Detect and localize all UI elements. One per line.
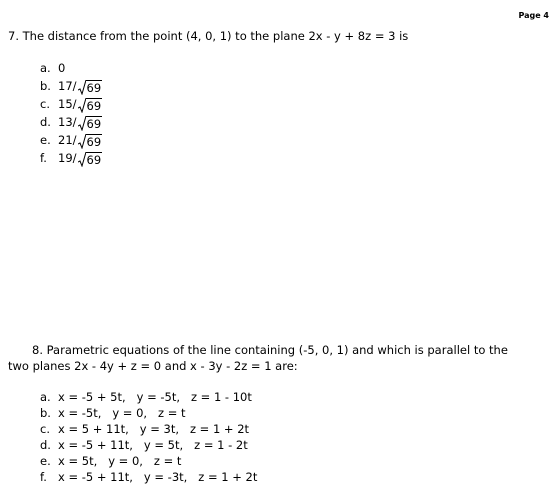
choice-8b[interactable] xyxy=(40,405,257,421)
choice-letter: d. xyxy=(40,115,51,129)
choice-letter: f. xyxy=(40,151,47,165)
radical-sign-icon xyxy=(78,80,86,95)
choice-numerator: 13/ xyxy=(58,115,77,129)
choice-7a[interactable] xyxy=(40,59,102,77)
choice-letter: d. xyxy=(40,438,51,452)
choice-8d[interactable] xyxy=(40,437,257,453)
choice-text: x = -5 + 11t, y = -3t, z = 1 + 2t xyxy=(58,470,258,484)
choice-numerator: 21/ xyxy=(58,133,77,147)
choice-8a[interactable] xyxy=(40,389,257,405)
choice-letter: a. xyxy=(40,61,51,75)
question-8-stem-line1: 8. Parametric equations of the line containing (-5, 0, 1) and which is parallel to the xyxy=(32,343,508,357)
choice-numerator: 19/ xyxy=(58,151,77,165)
radical-sign-icon xyxy=(78,98,86,113)
choice-letter: f. xyxy=(40,470,47,484)
page-number: Page 4 xyxy=(518,11,549,20)
choice-letter: a. xyxy=(40,390,51,404)
radical-sign-icon xyxy=(78,116,86,131)
choice-7b[interactable] xyxy=(40,77,102,95)
choice-letter: c. xyxy=(40,97,50,111)
choice-letter: c. xyxy=(40,422,50,436)
choice-letter: b. xyxy=(40,79,51,93)
choice-7e[interactable] xyxy=(40,131,102,149)
choice-letter: e. xyxy=(40,133,51,147)
radical-sign-icon xyxy=(78,152,86,167)
choice-7c[interactable] xyxy=(40,95,102,113)
choice-8f[interactable] xyxy=(40,469,257,485)
choice-7d[interactable] xyxy=(40,113,102,131)
choice-letter: b. xyxy=(40,406,51,420)
choice-letter: e. xyxy=(40,454,51,468)
choice-text: x = -5 + 5t, y = -5t, z = 1 - 10t xyxy=(58,390,252,404)
choice-text: x = -5 + 11t, y = 5t, z = 1 - 2t xyxy=(58,438,248,452)
choice-8c[interactable] xyxy=(40,421,257,437)
choice-radicand: 69 xyxy=(86,81,102,95)
choice-7f[interactable] xyxy=(40,149,102,167)
choice-radicand: 69 xyxy=(86,153,102,167)
choice-numerator: 15/ xyxy=(58,97,77,111)
question-8-stem-line2: two planes 2x - 4y + z = 0 and x - 3y - 2z = 1 are: xyxy=(8,359,298,373)
question-8-choices xyxy=(40,389,257,485)
question-7-stem: 7. The distance from the point (4, 0, 1) to the plane 2x - y + 8z = 3 is xyxy=(8,29,409,43)
question-7-choices xyxy=(40,59,102,167)
choice-numerator: 17/ xyxy=(58,79,77,93)
choice-text: x = -5t, y = 0, z = t xyxy=(58,406,186,420)
choice-text: x = 5 + 11t, y = 3t, z = 1 + 2t xyxy=(58,422,250,436)
choice-radicand: 69 xyxy=(86,117,102,131)
choice-value: 0 xyxy=(58,61,66,75)
choice-radicand: 69 xyxy=(86,99,102,113)
choice-8e[interactable] xyxy=(40,453,257,469)
choice-radicand: 69 xyxy=(86,135,102,149)
choice-text: x = 5t, y = 0, z = t xyxy=(58,454,182,468)
radical-sign-icon xyxy=(78,134,86,149)
